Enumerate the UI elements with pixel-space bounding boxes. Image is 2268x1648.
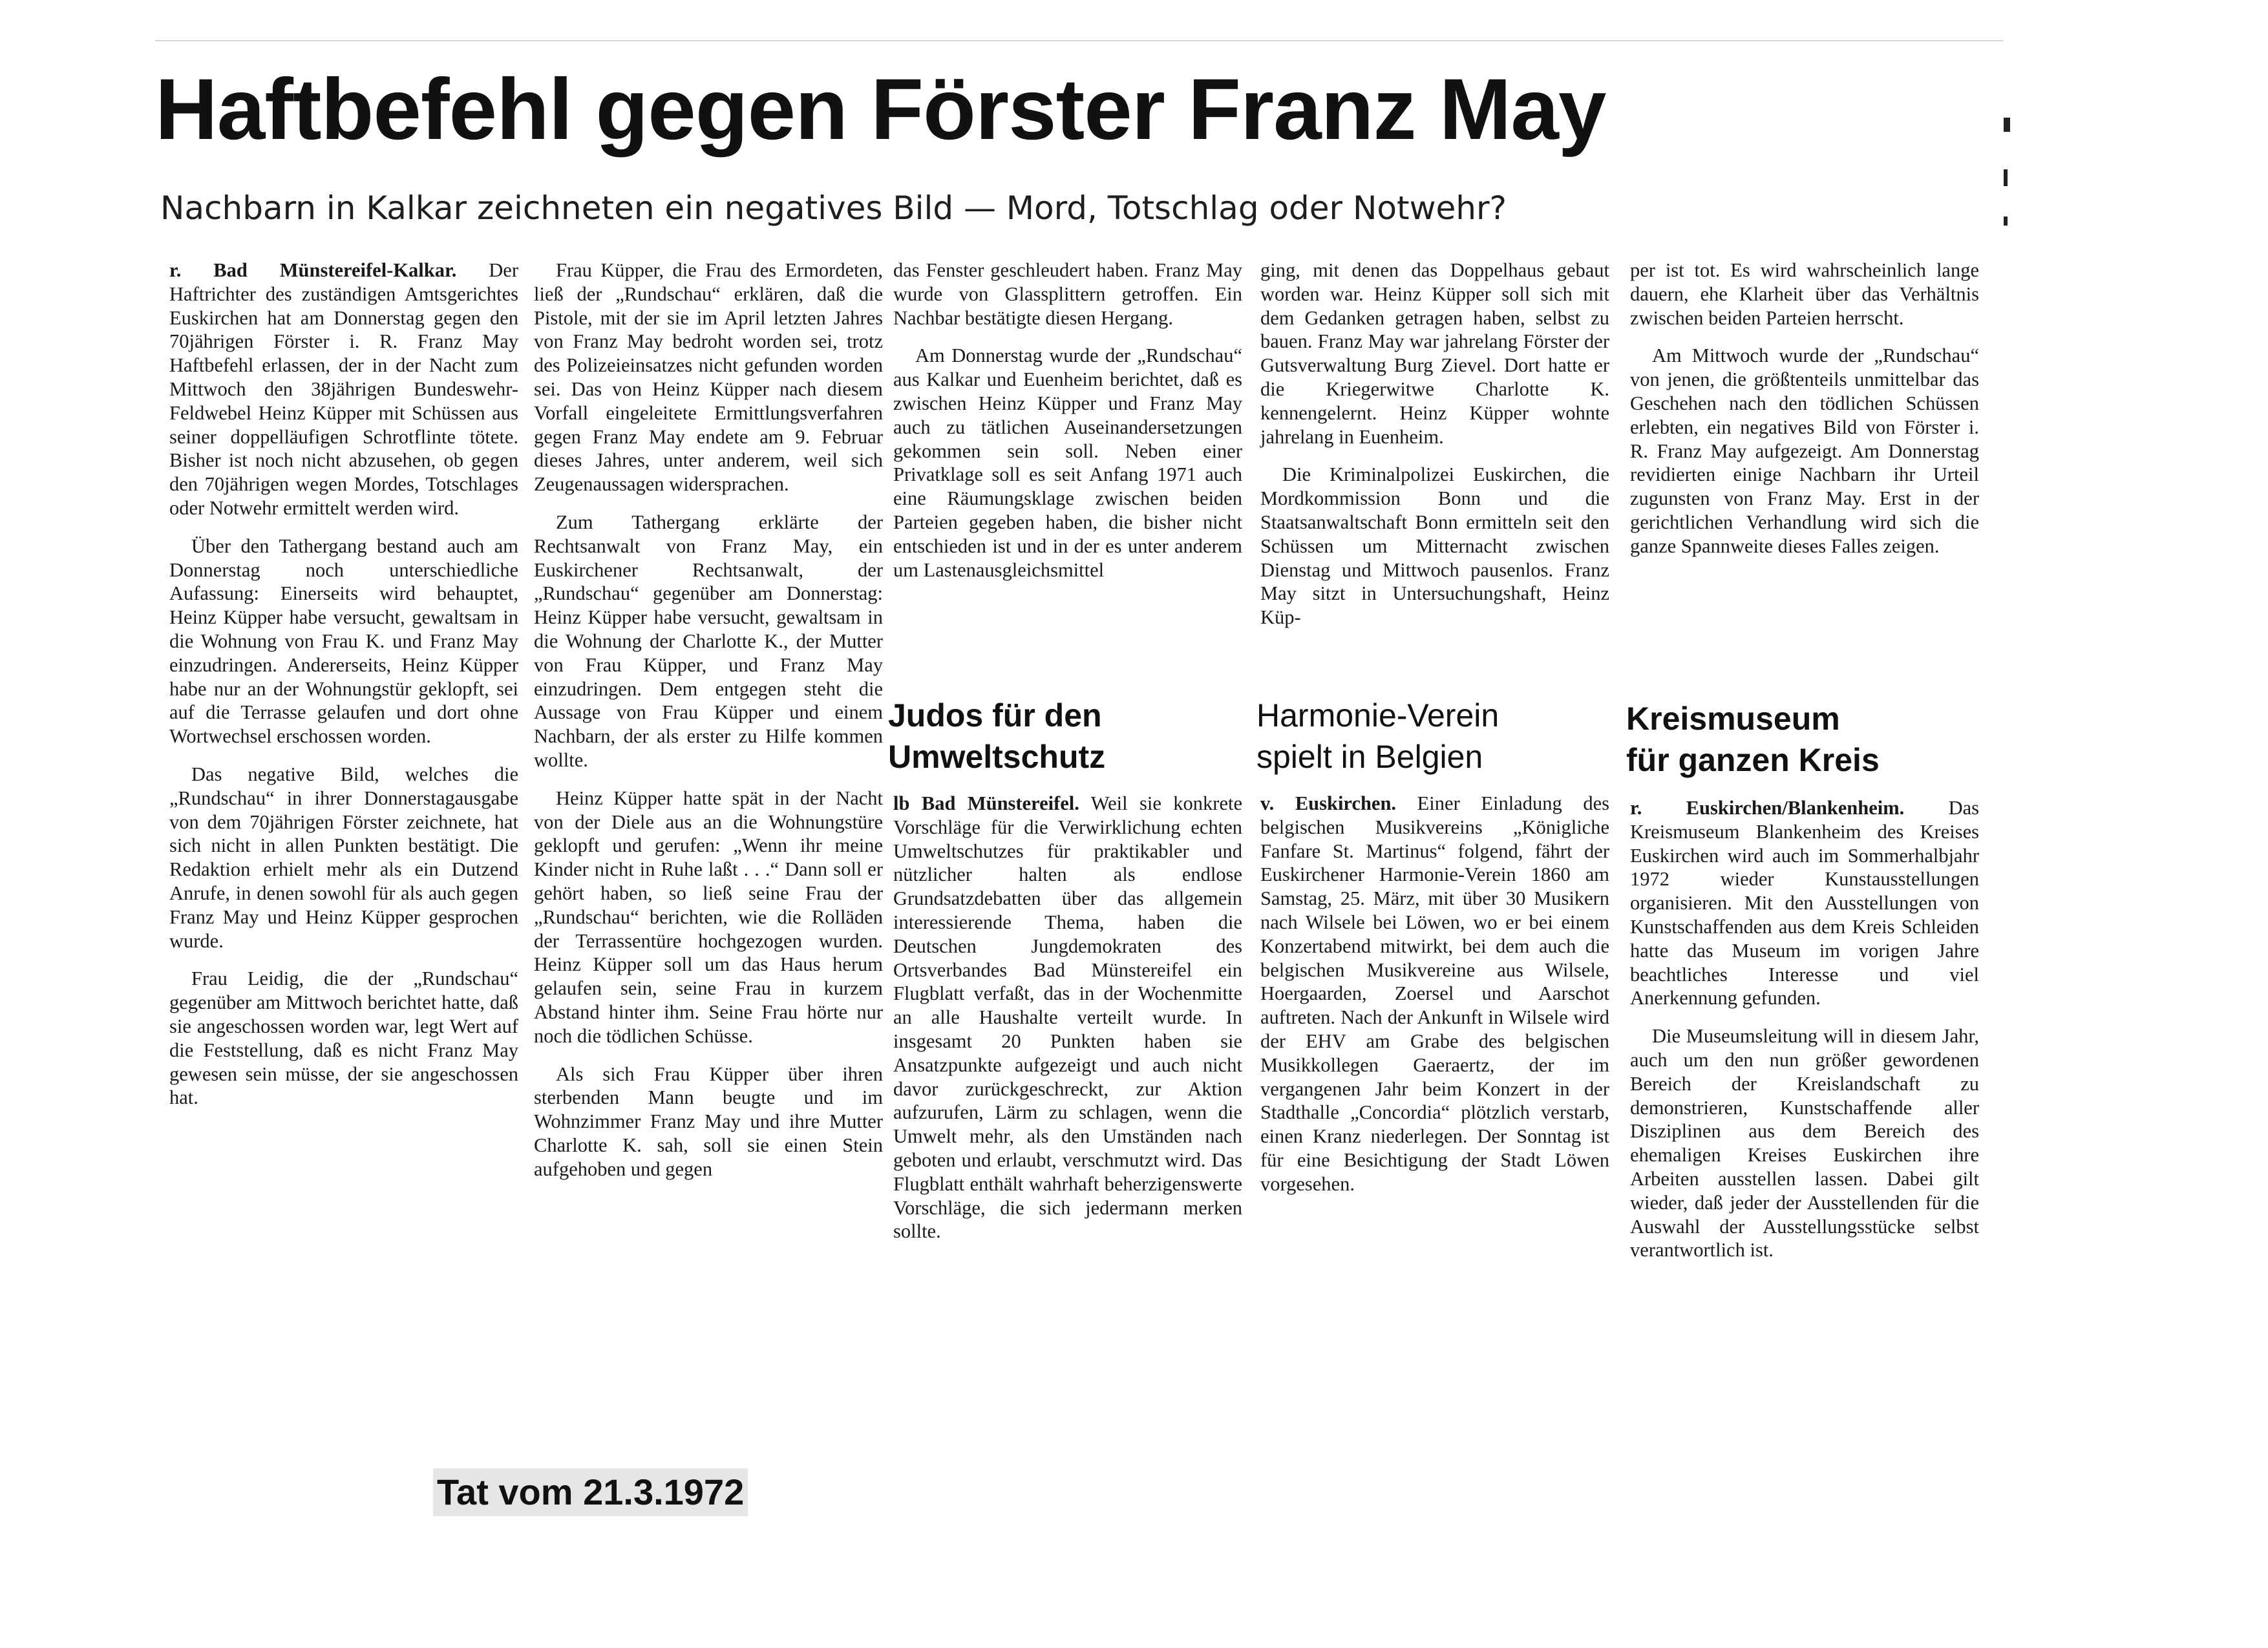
paragraph: Zum Tathergang erklärte der Rechtsanwalt von Franz May, ein Euskirchener Rechtsanwalt, der „Rundschau“ gegenüber am Donnerstag: Heinz Küpper habe versucht, gewaltsam in die Wohnung der Charlotte K., der Mutter von Frau Küpper, und Franz May einzudringen. Dem entgegen steht die Aussage von Frau Küpper und einem Nachbarn, der als erster zu Hilfe kommen wollte.: [534, 511, 883, 771]
paragraph: das Fenster geschleudert haben. Franz May wurde von Glassplittern getroffen. Ein Nachbar bestätigte diesen Hergang.: [893, 259, 1242, 329]
paragraph: [1260, 792, 1609, 1196]
dateline: v. Euskirchen.: [1260, 792, 1397, 814]
article-subheadline: Nachbarn in Kalkar zeichneten ein negatives Bild — Mord, Totschlag oder Notwehr?: [160, 189, 1507, 227]
headline-line: Umweltschutz: [888, 739, 1106, 775]
scan-edge-line: [155, 40, 2004, 41]
dateline: lb Bad Münstereifel.: [893, 792, 1079, 814]
edge-mark: [2004, 118, 2010, 132]
paragraph-text: Weil sie konkrete Vorschläge für die Verwirklichung echten Umweltschutzes für praktikabler und nützlicher halten als endlose Grundsatzdebatten über das allgemein interessierende Thema, haben die Deutschen Jungdemokraten des Ortsverbandes Bad Münstereifel ein Flugblatt verfaßt, das in der Wochenmitte an alle Haushalte verteilt wurde. In insgesamt 20 Punkten haben sie Ansatzpunkte aufgezeigt und auch nicht davor zurückgeschreckt, zur Aktion aufzurufen, Lärm zu schlagen, wenn die Umwelt mehr, als den Umständen nach geboten und erlaubt, verschmutzt wird. Das Flugblatt enthält wahrhaft beherzigenswerte Vorschläge, die sich jedermann merken sollte.: [893, 792, 1242, 1243]
side-article-headline-harmonie-verein: [1256, 695, 1618, 777]
paragraph: Am Donnerstag wurde der „Rundschau“ aus Kalkar und Euenheim berichtet, daß es zwischen Heinz Küpper und Franz May auch zu tätlichen Auseinandersetzungen gekommen sein soll. Neben einer Privatklage soll es seit Anfang 1971 auch eine Räumungsklage zwischen beiden Parteien gegeben haben, die bisher nicht entschieden ist und in der es unter anderem um Lastenausgleichsmittel: [893, 344, 1242, 581]
article-column-3: [893, 259, 1242, 596]
edge-mark: [2004, 217, 2008, 226]
paragraph: Heinz Küpper hatte spät in der Nacht von der Diele aus an die Wohnungstüre geklopft und gerufen: „Wenn ihr meine Kinder nicht in Ruhe laßt . . .“ Dann soll er gehört haben, so ließ seine Frau der „Rundschau“ berichten, wie die Rolläden der Terrassentüre hochgezogen wurden. Heinz Küpper soll um das Haus herum gelaufen sein, seine Frau in kurzem Abstand hinter ihm. Seine Frau hörte nur noch die tödlichen Schüsse.: [534, 787, 883, 1047]
dateline: r. Euskirchen/Blankenheim.: [1630, 797, 1905, 819]
headline-line: Harmonie-Verein: [1256, 697, 1500, 734]
headline-line: für ganzen Kreis: [1626, 742, 1880, 778]
paragraph: [169, 259, 518, 520]
edge-mark: [2004, 169, 2008, 186]
paragraph-text: Der Haftrichter des zuständigen Amtsgerichtes Euskirchen hat am Donnerstag gegen den 70jährigen Förster i. R. Franz May Haftbefehl erlassen, der in der Nacht zum Mittwoch den 38jährigen Bundeswehr-Feldwebel Heinz Küpper mit Schüssen aus seiner doppelläufigen Schrotflinte tötete. Bisher ist noch nicht abzusehen, ob gegen den 70jährigen wegen Mordes, Totschlages oder Notwehr ermittelt werden wird.: [169, 259, 518, 519]
paragraph: [893, 792, 1242, 1243]
side-article-headline-kreismuseum: [1626, 698, 1988, 781]
paragraph: Frau Leidig, die der „Rundschau“ gegenüber am Mittwoch berichtet hatte, daß sie angeschossen worden war, legt Wert auf die Feststellung, daß es nicht Franz May gewesen sein müsse, der sie angeschossen hat.: [169, 967, 518, 1109]
paragraph-text: Das Kreismuseum Blankenheim des Kreises Euskirchen wird auch im Sommerhalbjahr 1972 wieder Kunstausstellungen organisieren. Mit den Ausstellungen von Kunstschaffenden aus dem Kreis Schleiden hatte das Museum im vorigen Jahre beachtliches Interesse und viel Anerkennung gefunden.: [1630, 797, 1979, 1009]
paragraph: per ist tot. Es wird wahrscheinlich lange dauern, ehe Klarheit über das Verhältnis zwischen beiden Parteien herrscht.: [1630, 259, 1979, 329]
paragraph: Das negative Bild, welches die „Rundschau“ in ihrer Donnerstagausgabe von dem 70jährigen Förster zeichnete, hat sich nicht in allen Punkten bestätigt. Die Redaktion erhielt mehr als ein Dutzend Anrufe, in denen sowohl für als auch gegen Franz May und Heinz Küpper gesprochen wurde.: [169, 763, 518, 952]
headline-line: spielt in Belgien: [1256, 739, 1483, 775]
paragraph: Die Kriminalpolizei Euskirchen, die Mordkommission Bonn und die Staatsanwaltschaft Bonn ermitteln seit den Schüssen um Mitternacht zwischen Dienstag und Mittwoch pausenlos. Franz May sitzt in Untersuchungshaft, Heinz Küp-: [1260, 463, 1609, 629]
side-article-body-kreismuseum: [1630, 796, 1979, 1276]
side-article-headline-umweltschutz: [888, 695, 1250, 777]
side-article-body-harmonie-verein: [1260, 792, 1609, 1210]
paragraph: Die Museumsleitung will in diesem Jahr, auch um den nun größer gewordenen Bereich der Kreislandschaft zu demonstrieren, Kunstschaffende aller Disziplinen aus dem Bereich des ehemaligen Kreises Euskirchen ihre Arbeiten ausstellen lassen. Dabei gilt wieder, daß jeder der Ausstellenden für die Auswahl der Ausstellungsstücke selbst verantwortlich ist.: [1630, 1025, 1979, 1262]
paragraph: Als sich Frau Küpper über ihren sterbenden Mann beugte und im Wohnzimmer Franz May und ihre Mutter Charlotte K. sah, soll sie einen Stein aufgehoben und gegen: [534, 1062, 883, 1180]
date-caption: Tat vom 21.3.1972: [433, 1468, 748, 1516]
paragraph: ging, mit denen das Doppelhaus gebaut worden war. Heinz Küpper soll sich mit dem Gedanken getragen haben, selbst zu bauen. Franz May war jahrelang Förster der Gutsverwaltung Burg Zievel. Dort hatte er die Kriegerwitwe Charlotte K. kennengelernt. Heinz Küpper wohnte jahrelang in Euenheim.: [1260, 259, 1609, 448]
article-column-1: [169, 259, 518, 1124]
paragraph: Frau Küpper, die Frau des Ermordeten, ließ der „Rundschau“ erklären, daß die Pistole, mit der sie im April letzten Jahres von Franz May bedroht worden sei, trotz des Polizeieinsatzes nicht gefunden worden sei. Das von Heinz Küpper nach diesem Vorfall eingeleitete Ermittlungsverfahren gegen Franz May endete am 9. Februar dieses Jahres, unter anderem, weil sich Zeugenaussagen widersprachen.: [534, 259, 883, 496]
headline-line: Kreismuseum: [1626, 701, 1840, 737]
article-column-5: [1630, 259, 1979, 573]
paragraph: Am Mittwoch wurde der „Rundschau“ von jenen, die größtenteils unmittelbar das Geschehen nach den tödlichen Schüssen erlebten, ein negatives Bild von Förster i. R. Franz May aufgezeigt. Am Donnerstag revidierten einige Nachbarn ihr Urteil zugunsten von Franz May. Erst in der gerichtlichen Verhandlung wird sich die ganze Spannweite dieses Falles zeigen.: [1630, 344, 1979, 557]
headline-line: Judos für den: [888, 697, 1102, 734]
article-column-4: [1260, 259, 1609, 644]
paragraph: [1630, 796, 1979, 1010]
side-article-body-umweltschutz: [893, 792, 1242, 1258]
paragraph-text: Einer Einladung des belgischen Musikvereins „Königliche Fanfare St. Martinus“ folgend, fährt der Euskirchener Harmonie-Verein 1860 am Samstag, 25. März, mit über 30 Musikern nach Wilsele bei Löwen, wo er bei einem Konzertabend mitwirkt, bei dem auch die belgischen Musikvereine aus Wilsele, Hoergaarden, Zoersel und Aarschot auftreten. Nach der Ankunft in Wilsele wird der EHV am Grabe des belgischen Musikkollegen Gaeraertz, der im vergangenen Jahr beim Konzert in der Stadthalle „Concordia“ plötzlich verstarb, einen Kranz niederlegen. Der Sonntag ist für eine Besichtigung der Stadt Löwen vorgesehen.: [1260, 792, 1609, 1195]
article-headline: Haftbefehl gegen Förster Franz May: [155, 61, 1606, 158]
dateline: r. Bad Münstereifel-Kalkar.: [169, 259, 457, 281]
paragraph: Über den Tathergang bestand auch am Donnerstag noch unterschiedliche Aufassung: Einerseits wird behauptet, Heinz Küpper habe versucht, gewaltsam in die Wohnung von Frau K. und Franz May einzudringen. Andererseits, Heinz Küpper habe nur an der Wohnungstür geklopft, sei auf die Terrasse gelaufen und dort ohne Wortwechsel erschossen worden.: [169, 534, 518, 748]
article-column-2: [534, 259, 883, 1195]
